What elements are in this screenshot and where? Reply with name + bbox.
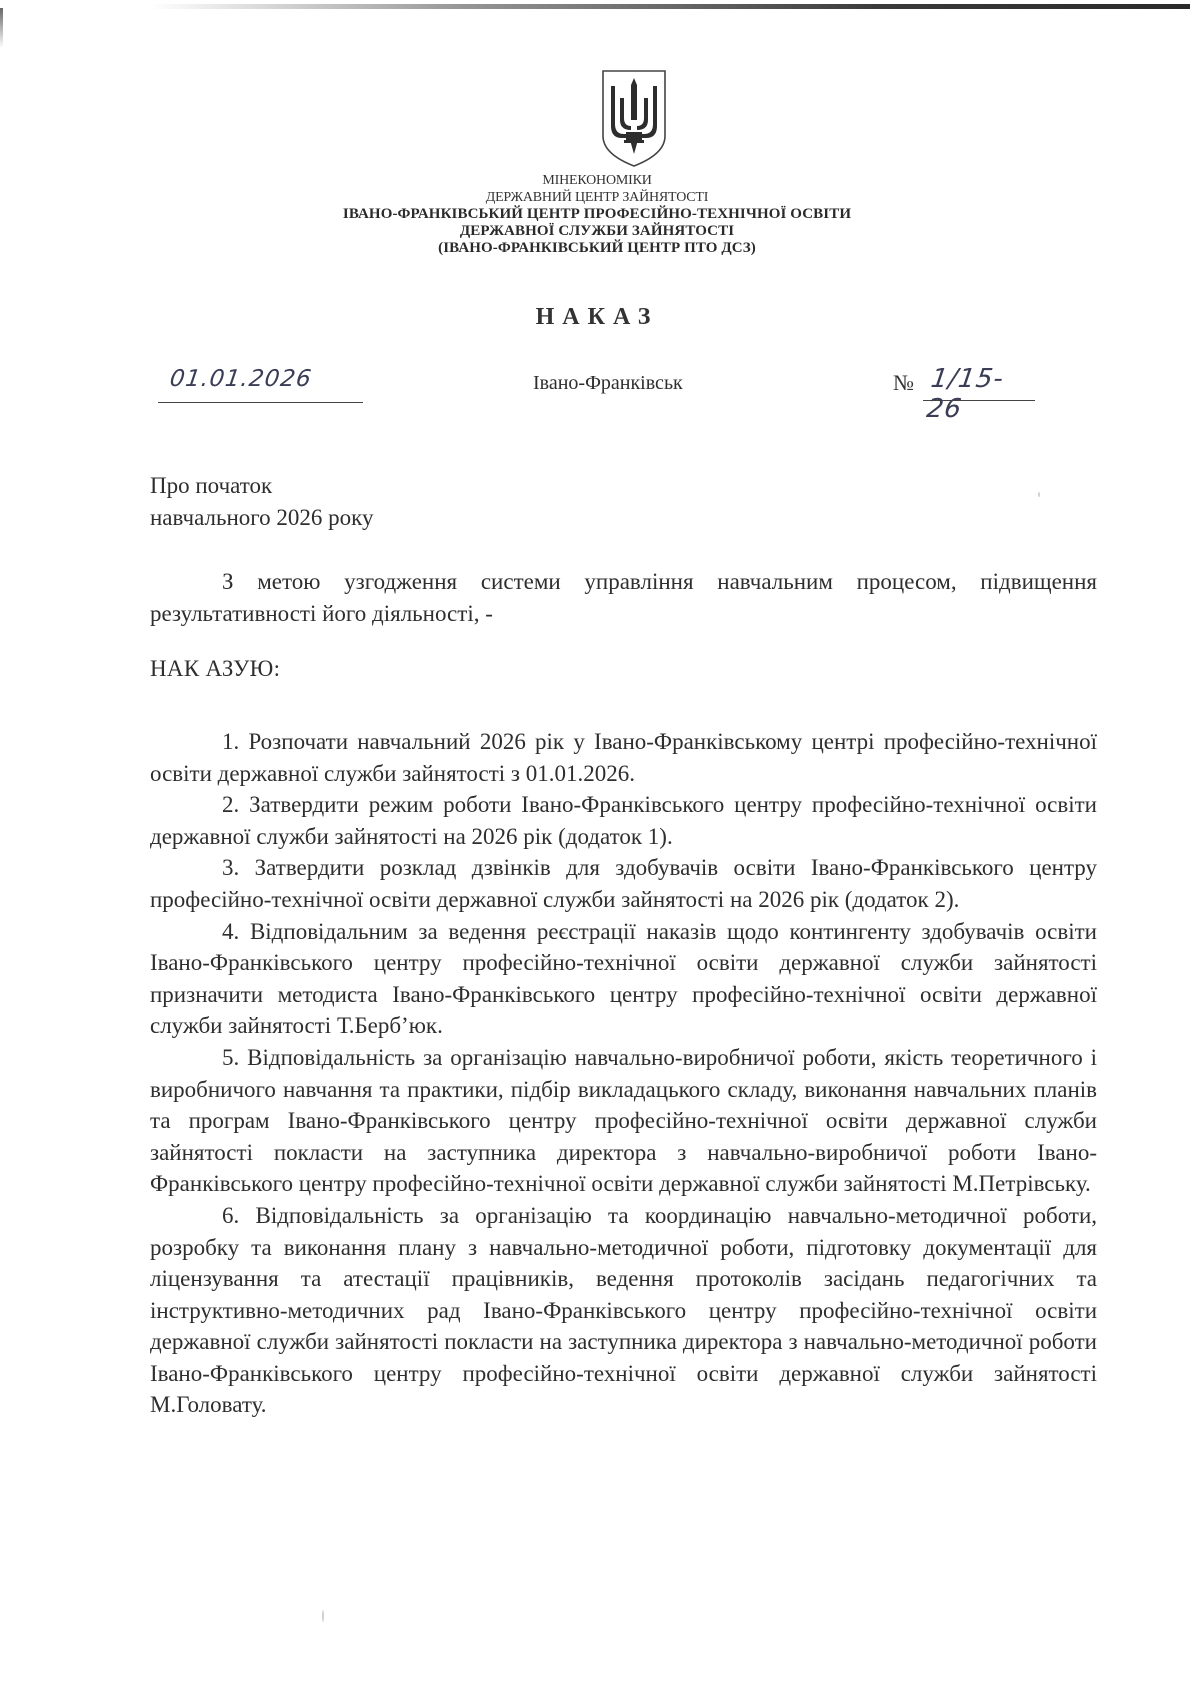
intro-paragraph: З метою узгодження системи управління навчальним процесом, підвищення результативності його діяльності, - <box>150 569 1097 626</box>
order-item-1: 1. Розпочати навчальний 2026 рік у Івано-Франківському центрі професійно-технічної освіти державної служби зайнятості з 01.01.2026. <box>150 729 1097 786</box>
coat-of-arms-icon <box>600 68 668 168</box>
order-item-2: 2. Затвердити режим роботи Івано-Франківського центру професійно-технічної освіти державної служби зайнятості на 2026 рік (додаток 1). <box>150 792 1097 849</box>
trident-emblem-icon <box>600 68 668 168</box>
document-meta-row <box>150 362 1100 424</box>
ministry-name: МІНЕКОНОМІКИ <box>542 173 652 188</box>
parent-organization: ДЕРЖАВНИЙ ЦЕНТР ЗАЙНЯТОСТІ <box>485 190 709 205</box>
number-sign: № <box>893 370 914 395</box>
intro-block <box>150 566 1097 629</box>
handwritten-order-number: 1/15-26 <box>924 364 1006 424</box>
city: Івано-Франківськ <box>533 372 683 394</box>
order-item-5: 5. Відповідальність за організацію навчально-виробничої роботи, якість теоретичного і виробничого навчання та практики, підбір викладацького складу, виконання навчальних планів та програм Івано-Франківського центру професійно-технічної освіти державної служби зайнятості покласти на заступника директора з навчально-виробничої роботи Івано-Франківського центру професійно-технічної освіти державної служби зайнятості М.Петрівську. <box>150 1044 1097 1197</box>
order-item-3: 3. Затвердити розклад дзвінків для здобувачів освіти Івано-Франківського центру професійно-технічної освіти державної служби зайнятості на 2026 рік (додаток 2). <box>150 855 1097 912</box>
order-number-line <box>923 362 1035 424</box>
scan-speck <box>1038 492 1040 497</box>
document-title: НАКАЗ <box>535 304 659 330</box>
date-field <box>158 362 363 403</box>
scan-left-edge <box>0 8 3 48</box>
organization-name-line1: ІВАНО-ФРАНКІВСЬКИЙ ЦЕНТР ПРОФЕСІЙНО-ТЕХНІЧНОЇ ОСВІТИ <box>342 206 852 222</box>
subject-line-2: навчального 2026 року <box>150 505 374 530</box>
decree-word: НАК АЗУЮ: <box>150 656 281 681</box>
scan-top-edge <box>150 4 1190 9</box>
order-number-field <box>893 362 1053 424</box>
order-subject <box>150 470 373 534</box>
order-items <box>150 726 1097 1421</box>
organization-name-line2: ДЕРЖАВНОЇ СЛУЖБИ ЗАЙНЯТОСТІ <box>459 223 735 239</box>
handwritten-date: 01.01.2026 <box>168 366 314 392</box>
order-item-4: 4. Відповідальним за ведення реєстрації наказів щодо контингенту здобувачів освіти Івано-Франківського центру професійно-технічної освіти державної служби зайнятості призначити методиста Івано-Франківського центру професійно-технічної освіти державної служби зайнятості Т.Берб’юк. <box>150 918 1097 1039</box>
subject-line-1: Про початок <box>150 473 273 498</box>
scan-speck <box>322 1610 324 1622</box>
letterhead <box>200 172 994 257</box>
order-item-6: 6. Відповідальність за організацію та координацію навчально-методичної роботи, розробку та виконання плану з навчально-методичної роботи, підготовку документації для ліцензування та атестації працівників, ведення протоколів засідань педагогічних та інструктивно-методичних рад Івано-Франківського центру професійно-технічної освіти державної служби зайнятості покласти на заступника директора з навчально-методичної роботи Івано-Франківського центру професійно-технічної освіти державної служби зайнятості М.Головату. <box>150 1202 1097 1418</box>
organization-short-name: (ІВАНО-ФРАНКІВСЬКИЙ ЦЕНТР ПТО ДСЗ) <box>438 240 756 256</box>
